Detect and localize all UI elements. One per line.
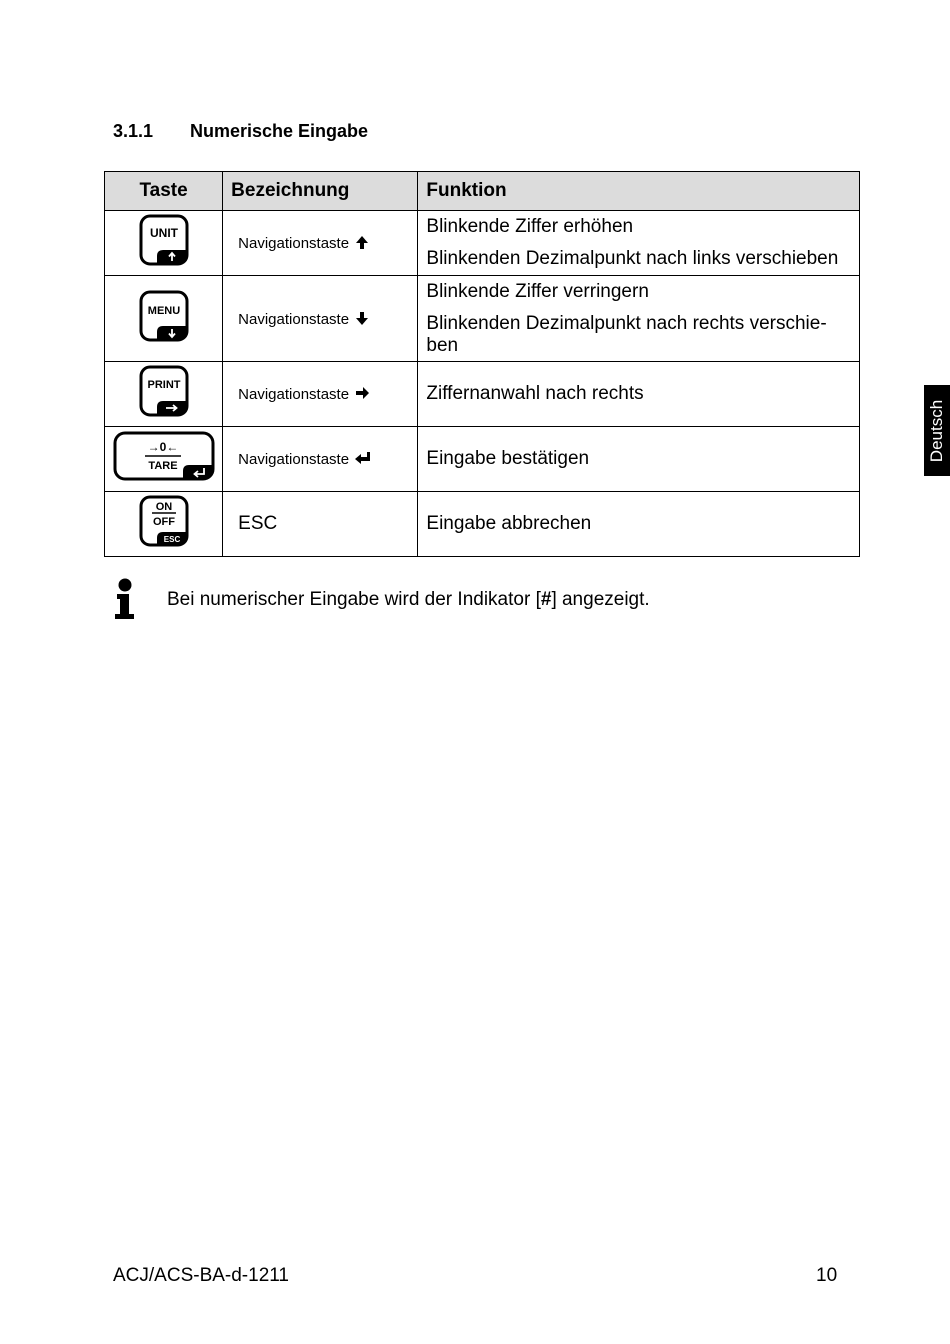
note-suffix: ] angezeigt. — [551, 589, 650, 610]
table-row — [105, 427, 860, 492]
print-key-label: PRINT — [147, 379, 181, 391]
header-name: Bezeichnung — [223, 172, 418, 211]
table-row — [105, 492, 860, 557]
key-cell — [105, 427, 223, 492]
note-prefix: Bei numerischer Eingabe wird der Indikator [ — [167, 589, 541, 610]
on-off-key-icon — [139, 495, 189, 547]
svg-text:→0←: →0← — [147, 440, 178, 454]
key-function-table — [104, 171, 860, 557]
name-cell — [223, 492, 418, 557]
function-text: Blinkende Ziffer erhöhen — [426, 216, 634, 237]
function-cell — [418, 276, 860, 362]
arrow-right-icon — [354, 385, 370, 401]
function-text: Blinkenden Dezimalpunkt nach links verschieben — [426, 248, 839, 269]
section-number: 3.1.1 — [113, 121, 154, 141]
section-heading — [113, 121, 368, 142]
key-cell — [105, 211, 223, 276]
enter-arrow-icon — [354, 450, 372, 466]
function-text: Eingabe bestätigen — [426, 448, 590, 469]
svg-text:OFF: OFF — [152, 516, 175, 528]
menu-key-label: MENU — [147, 304, 180, 317]
table-row — [105, 276, 860, 362]
function-cell — [418, 211, 860, 276]
key-cell — [105, 276, 223, 362]
key-cell — [105, 362, 223, 427]
svg-text:ESC: ESC — [163, 535, 180, 544]
table-row — [105, 362, 860, 427]
info-note — [167, 589, 650, 611]
svg-text:TARE: TARE — [148, 460, 178, 472]
name-cell — [223, 211, 418, 276]
language-side-tab — [924, 385, 950, 476]
key-name: Navigationstaste — [238, 386, 350, 403]
function-cell — [418, 362, 860, 427]
document-id: ACJ/ACS-BA-d-1211 — [113, 1265, 289, 1286]
note-symbol: # — [540, 589, 552, 610]
section-title: Numerische Eingabe — [190, 121, 369, 141]
arrow-down-icon — [354, 310, 370, 326]
function-text: Blinkende Ziffer verringern — [426, 280, 649, 302]
arrow-up-icon — [354, 234, 370, 250]
key-name: Navigationstaste — [238, 235, 350, 252]
svg-text:ON: ON — [155, 501, 172, 513]
info-icon — [112, 578, 138, 620]
name-cell — [223, 362, 418, 427]
name-cell — [223, 427, 418, 492]
function-cell — [418, 427, 860, 492]
unit-key-icon — [139, 214, 189, 266]
unit-key-label: UNIT — [149, 226, 178, 240]
function-cell — [418, 492, 860, 557]
function-text: Blinkenden Dezimalpunkt nach rechts verschie- ben — [426, 312, 827, 356]
name-cell — [223, 276, 418, 362]
header-key: Taste — [105, 172, 223, 211]
menu-key-icon — [139, 290, 189, 342]
key-name: ESC — [238, 513, 278, 534]
print-key-icon — [139, 365, 189, 417]
header-function: Funktion — [418, 172, 860, 211]
key-name: Navigationstaste — [238, 451, 350, 468]
language-label: Deutsch — [927, 399, 946, 462]
function-text: Eingabe abbrechen — [426, 513, 592, 534]
tare-key-icon — [113, 431, 215, 481]
key-name: Navigationstaste — [238, 310, 350, 328]
table-header-row — [105, 172, 860, 211]
key-cell — [105, 492, 223, 557]
table-row — [105, 211, 860, 276]
function-text: Ziffernanwahl nach rechts — [426, 383, 644, 404]
page-number: 10 — [816, 1265, 838, 1286]
